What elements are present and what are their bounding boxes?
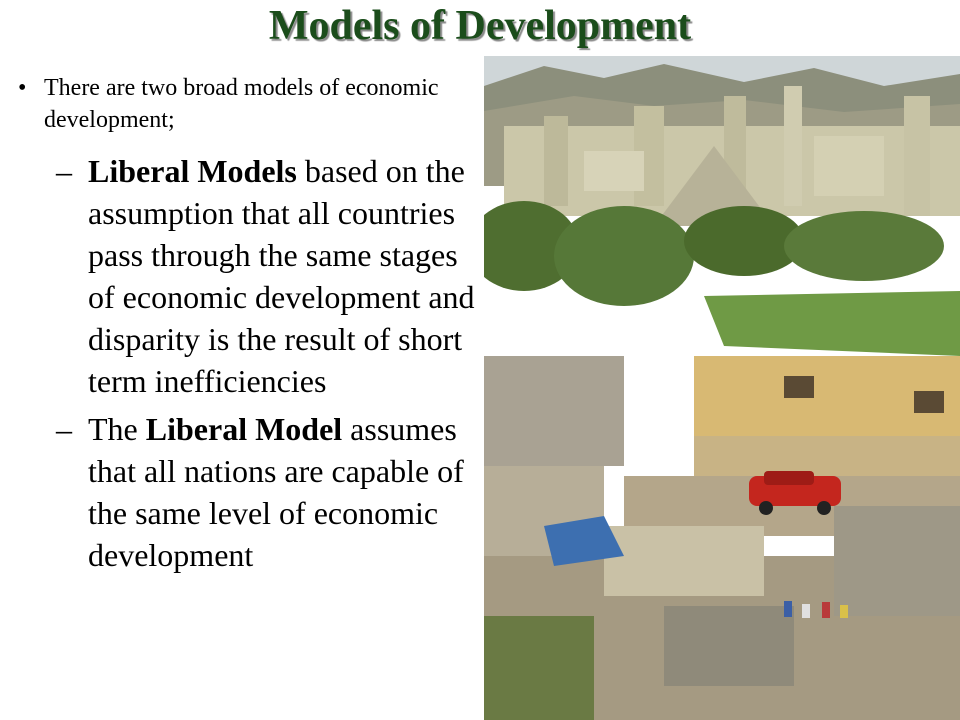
sub-item-text: based on the assumption that all countries pass through the same stages of economic development and disparity is the result of short term inefficiencies [88, 153, 475, 399]
bold-term: Liberal Model [145, 411, 343, 447]
bullet-dot: • [18, 75, 27, 101]
bold-term: Liberal Models [88, 153, 297, 189]
slide-title: Models of Development [268, 3, 692, 49]
sub-item-liberal-models [18, 150, 488, 402]
sub-item-liberal-model: – The Liberal Model assumes that all nations are capable of the same level of economic development [18, 408, 488, 576]
bullet-item [18, 72, 488, 136]
sub-list [18, 150, 488, 576]
photo-city-cement-plant-shantytown [484, 56, 960, 720]
slide-body [18, 72, 488, 582]
dash-marker: – [56, 153, 72, 189]
dash-marker: – [56, 411, 72, 447]
sub-item-text: assumes that all nations are capable of the same level of economic development [88, 411, 464, 573]
bullet-text: There are two broad models of economic development; [44, 75, 439, 133]
